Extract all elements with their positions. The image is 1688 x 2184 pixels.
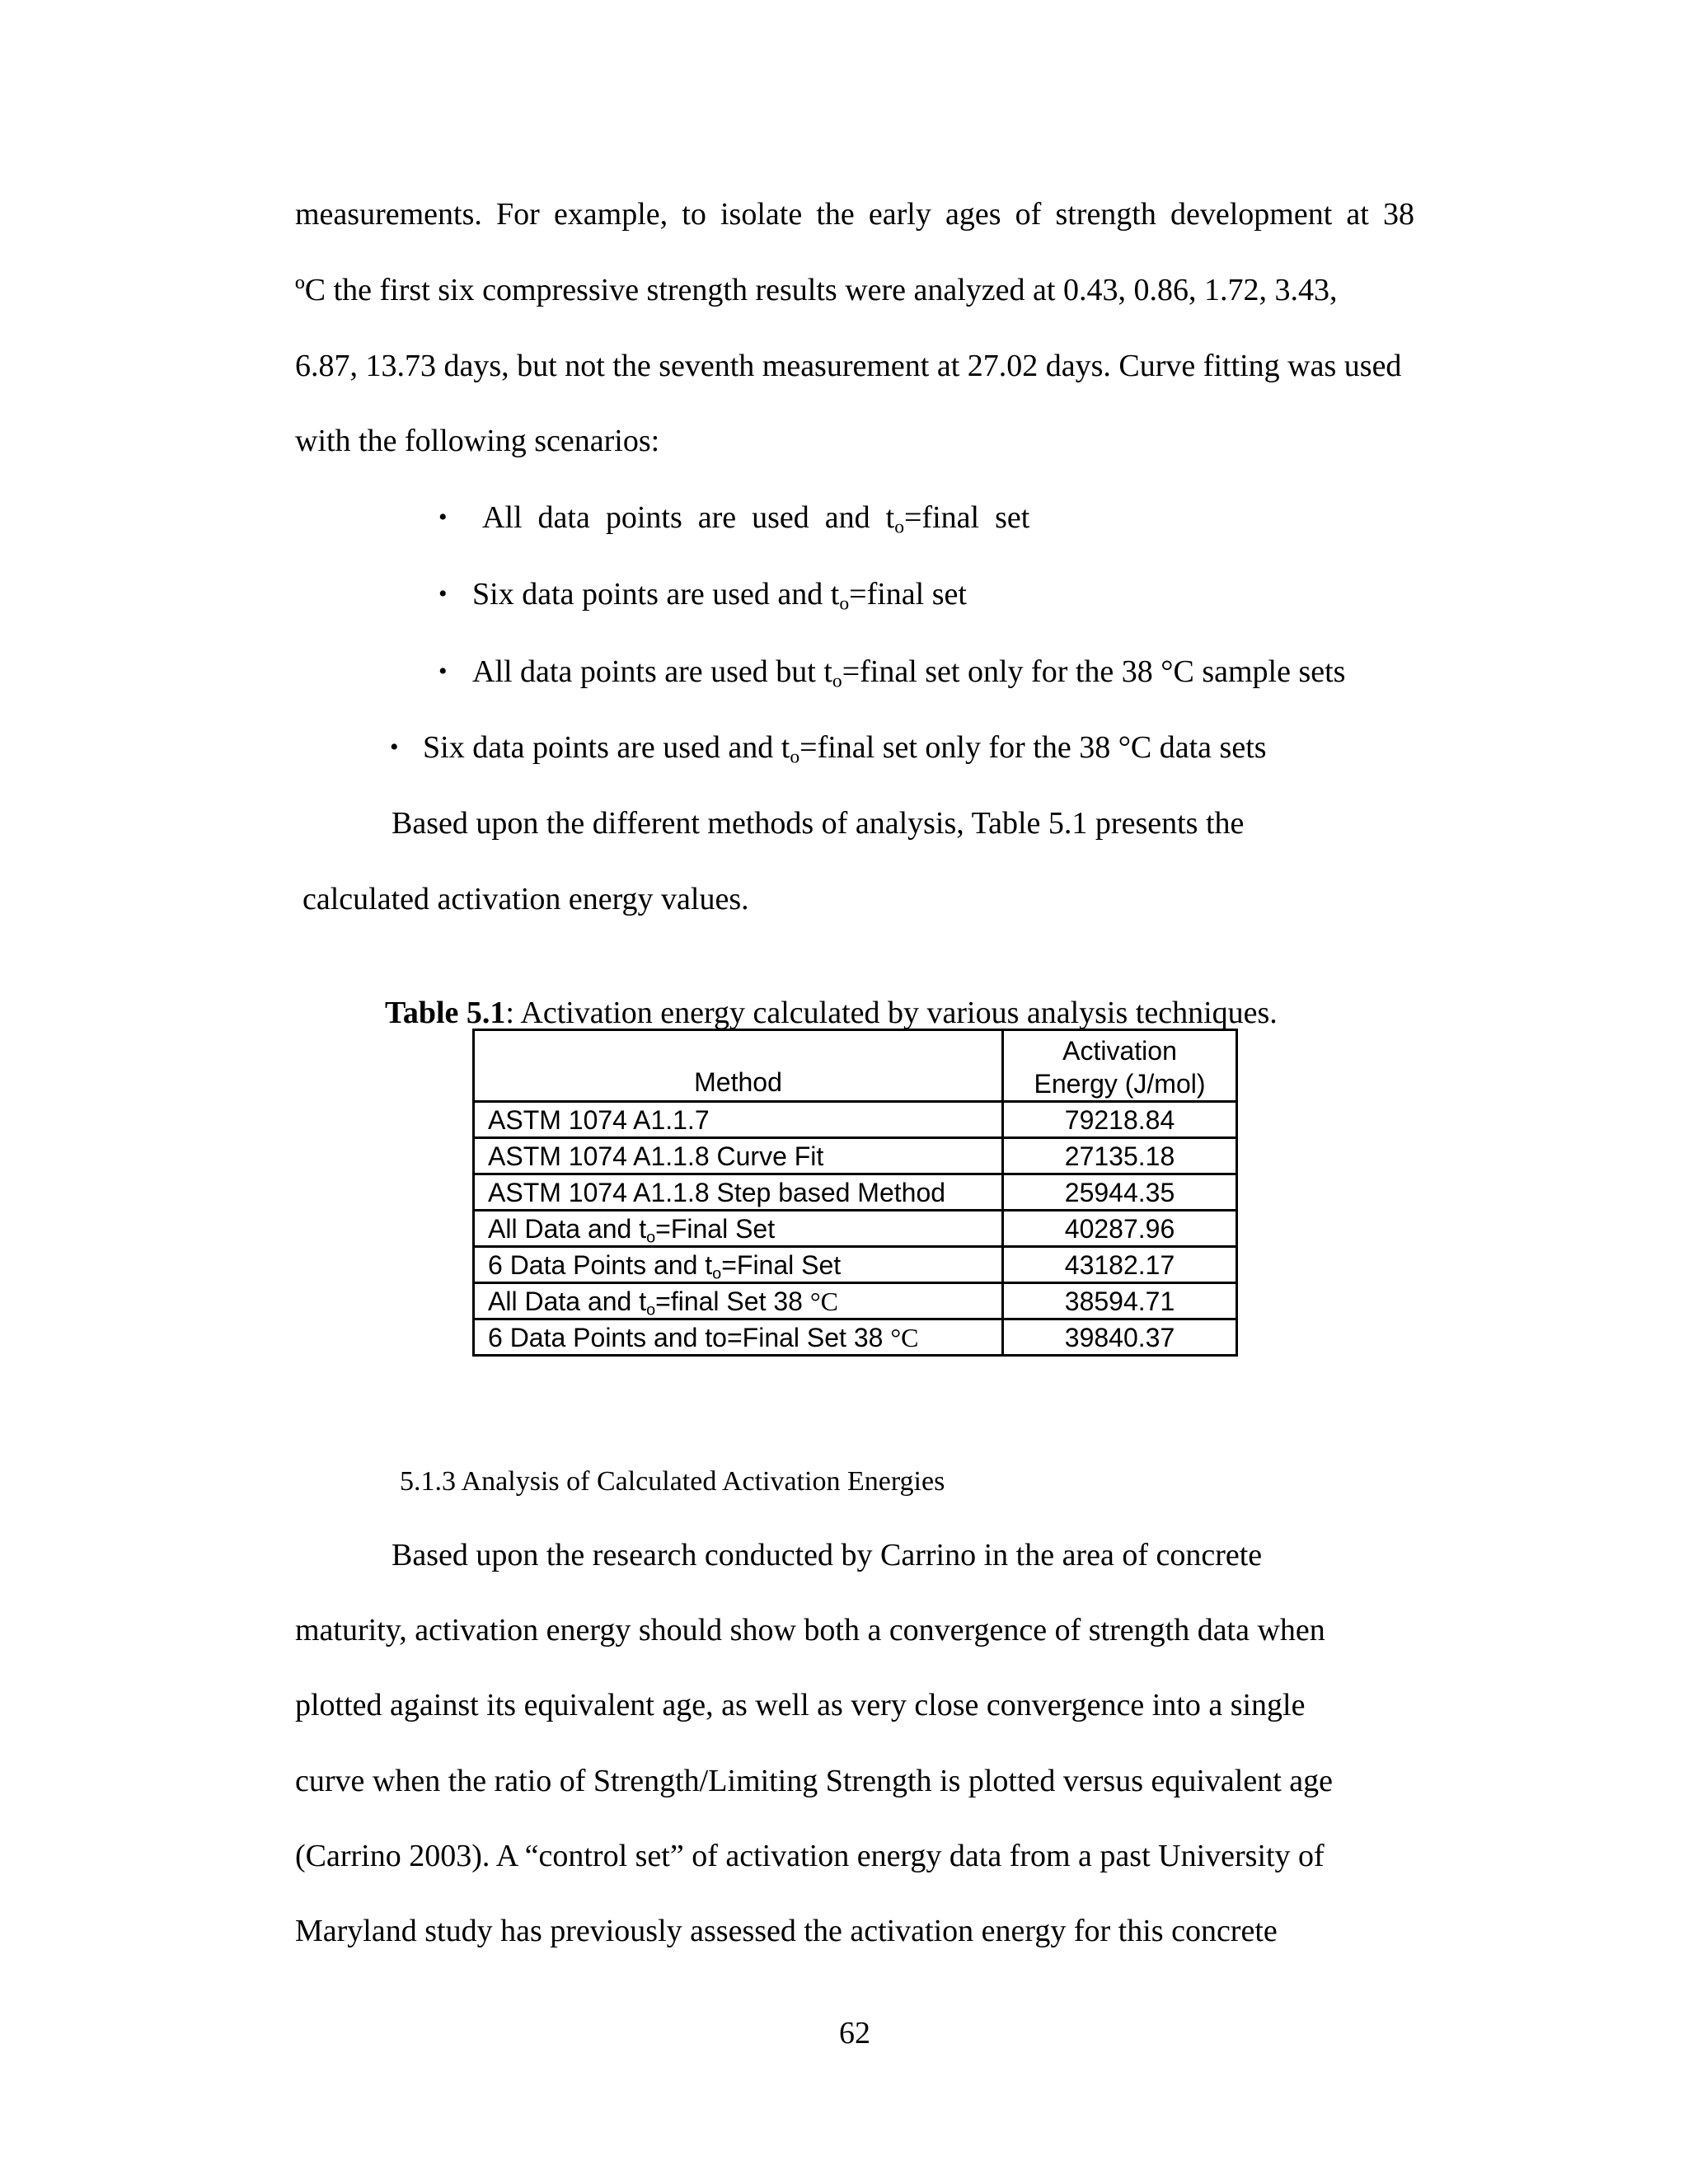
table-row [474, 1319, 1237, 1356]
paragraph-1-line-1: measurements. For example, to isolate the early ages of strength development at 38 [295, 197, 1414, 232]
energy-cell: 79218.84 [1003, 1102, 1237, 1138]
method-cell: 6 Data Points and to=Final Set 38 °C [474, 1319, 1003, 1356]
table-row [474, 1102, 1237, 1138]
bullet-icon: • [438, 504, 448, 531]
bullet-item-3: All data points are used but $t_o=final$ set only for the 38 °C sample sets [472, 654, 1346, 692]
bullet-icon: • [390, 733, 399, 761]
header-activation-energy: Activation Energy (J/mol) [1003, 1030, 1237, 1102]
table-row [474, 1174, 1237, 1211]
method-cell: All Data and $t_o=final$ Set 38 °C [474, 1283, 1003, 1319]
paragraph-3-line-5: (Carrino 2003). A “control set” of activation energy data from a past University of [295, 1839, 1325, 1873]
bullet-item-4: Six data points are used and $t_o=final$ set only for the 38 °C data sets [423, 730, 1267, 768]
page-number: 62 [839, 2016, 870, 2050]
header-method: Method [474, 1030, 1003, 1102]
method-cell: All Data and $t_o=Final$ Set [474, 1211, 1003, 1247]
section-heading: 5.1.3 Analysis of Calculated Activation Energies [400, 1466, 945, 1497]
paragraph-3-line-6: Maryland study has previously assessed the activation energy for this concrete [295, 1914, 1278, 1948]
energy-cell: 43182.17 [1003, 1247, 1237, 1283]
method-cell: ASTM 1074 A1.1.8 Curve Fit [474, 1138, 1003, 1174]
bullet-icon: • [438, 580, 448, 607]
bullet-item-1: All data points are used and $t_o=final$ set [482, 500, 1030, 538]
table-row [474, 1138, 1237, 1174]
table-row [474, 1247, 1237, 1283]
paragraph-2-line-1: Based upon the different methods of analysis, Table 5.1 presents the [392, 806, 1245, 841]
method-cell: ASTM 1074 A1.1.7 [474, 1102, 1003, 1138]
paragraph-2-line-2: calculated activation energy values. [302, 882, 749, 916]
table-header-row [474, 1030, 1237, 1102]
table-row [474, 1283, 1237, 1319]
table-row [474, 1211, 1237, 1247]
bullet-icon: • [438, 658, 448, 685]
table-caption: Table 5.1: Activation energy calculated by various analysis techniques. [385, 996, 1278, 1030]
energy-cell: 39840.37 [1003, 1319, 1237, 1356]
energy-cell: 40287.96 [1003, 1211, 1237, 1247]
bullet-item-2: Six data points are used and $t_o=final$ set [472, 577, 967, 615]
energy-cell: 38594.71 [1003, 1283, 1237, 1319]
energy-cell: 27135.18 [1003, 1138, 1237, 1174]
method-cell: 6 Data Points and $t_o=Final$ Set [474, 1247, 1003, 1283]
activation-energy-table [472, 1029, 1238, 1357]
paragraph-3-line-2: maturity, activation energy should show both a convergence of strength data when [295, 1613, 1325, 1647]
energy-cell: 25944.35 [1003, 1174, 1237, 1211]
paragraph-1-line-2: ºC the first six compressive strength results were analyzed at 0.43, 0.86, 1.72, 3.43, [295, 273, 1338, 307]
method-cell: ASTM 1074 A1.1.8 Step based Method [474, 1174, 1003, 1211]
paragraph-3-line-1: Based upon the research conducted by Carrino in the area of concrete [392, 1538, 1263, 1572]
paragraph-1-line-3: 6.87, 13.73 days, but not the seventh measurement at 27.02 days. Curve fitting was used [295, 349, 1402, 383]
paragraph-1-line-4: with the following scenarios: [295, 424, 660, 458]
paragraph-3-line-3: plotted against its equivalent age, as well as very close convergence into a single [295, 1688, 1306, 1722]
paragraph-3-line-4: curve when the ratio of Strength/Limiting Strength is plotted versus equivalent age [295, 1764, 1333, 1798]
